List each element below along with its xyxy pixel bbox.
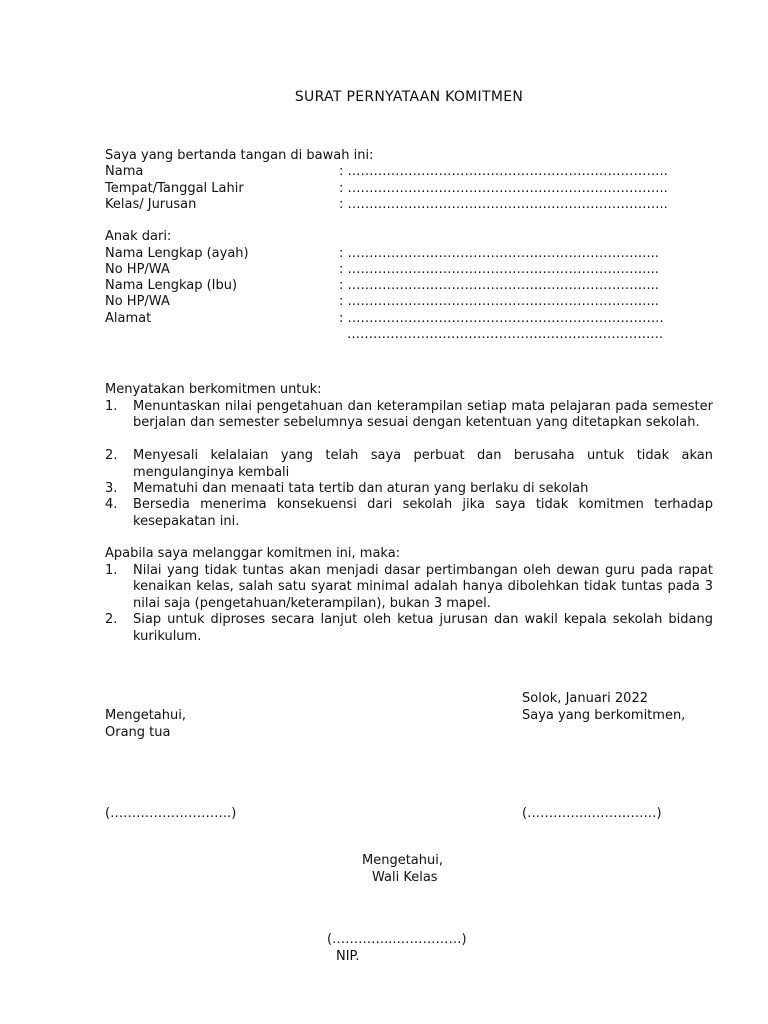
commitment-number: 3. [105,481,118,496]
field-value-ayah: : ……………………………………………………………... [339,245,659,261]
field-label-hp-ibu: No HP/WA [105,294,170,309]
field-value-hp-ibu: : ……………………………………………………………... [339,294,659,309]
field-value-alamat: : ………………………………………………………………. [339,310,664,326]
commitment-number: 1. [105,398,118,414]
place-date: Solok, Januari 2022 [522,691,648,706]
parent-heading: Anak dari: [105,229,172,244]
violation-heading: Apabila saya melanggar komitmen ini, maka: [105,546,401,561]
left-signer-role: Orang tua [105,724,171,740]
violation-number: 2. [105,612,118,627]
document-title: SURAT PERNYATAAN KOMITMEN [294,89,524,105]
field-value-ibu: : ……………………………………………………………... [339,278,659,293]
violation-text: Siap untuk diproses secara lanjut oleh ketua jurusan dan wakil kepala sekolah bidang kurikulum. [133,612,713,644]
right-signature-blank: (…………...……………) [522,806,662,821]
field-label-nama: Nama [105,164,144,179]
violation-number: 1. [105,562,118,578]
field-value-ttl: : ……………………………………………………………….. [339,180,668,196]
center-signer-role: Wali Kelas [372,869,438,885]
field-label-kelas: Kelas/ Jurusan [105,197,197,212]
left-signature-blank: (……………………….) [105,806,237,821]
field-label-ayah: Nama Lengkap (ayah) [105,245,249,261]
center-signature-blank: (…………...……………) [327,932,467,947]
intro-text: Saya yang bertanda tangan di bawah ini: [105,148,374,163]
center-signer-label: Mengetahui, [362,853,443,868]
commitment-text: Mematuhi dan menaati tata tertib dan aturan yang berlaku di sekolah [133,481,589,496]
field-value-nama: : ……………………………………………………………….. [339,164,668,179]
field-value-hp-ayah: : ……………………………………………………………... [339,262,659,277]
commitment-text: Menyesali kelalaian yang telah saya perbuat dan berusaha untuk tidak akan mengulanginya kembali [133,448,713,480]
field-label-hp-ayah: No HP/WA [105,262,170,277]
right-signer-label: Saya yang berkomitmen, [522,708,686,723]
left-signer-label: Mengetahui, [105,708,186,723]
address-continuation: ………………………………………………………………. [347,327,664,342]
commitment-number: 4. [105,497,118,512]
commitment-number: 2. [105,448,118,463]
field-label-alamat: Alamat [105,310,152,326]
nip-label: NIP. [336,948,360,964]
commitment-heading: Menyatakan berkomitmen untuk: [105,382,322,397]
field-label-ibu: Nama Lengkap (Ibu) [105,278,238,293]
commitment-text: Bersedia menerima konsekuensi dari sekolah jika saya tidak komitmen terhadap kesepakatan ini. [133,497,713,529]
commitment-text: Menuntaskan nilai pengetahuan dan keterampilan setiap mata pelajaran pada semester berjalan dan semester sebelumnya sesuai dengan ketentuan yang ditetapkan sekolah. [133,398,713,430]
field-label-ttl: Tempat/Tanggal Lahir [105,180,244,196]
field-value-kelas: : ……………………………………………………………….. [339,197,668,212]
violation-text: Nilai yang tidak tuntas akan menjadi dasar pertimbangan oleh dewan guru pada rapat kenaikan kelas, salah satu syarat minimal adalah hanya dibolehkan tidak tuntas pada 3 nilai saja (pengetahuan/keterampilan), bukan 3 mapel. [133,562,713,611]
